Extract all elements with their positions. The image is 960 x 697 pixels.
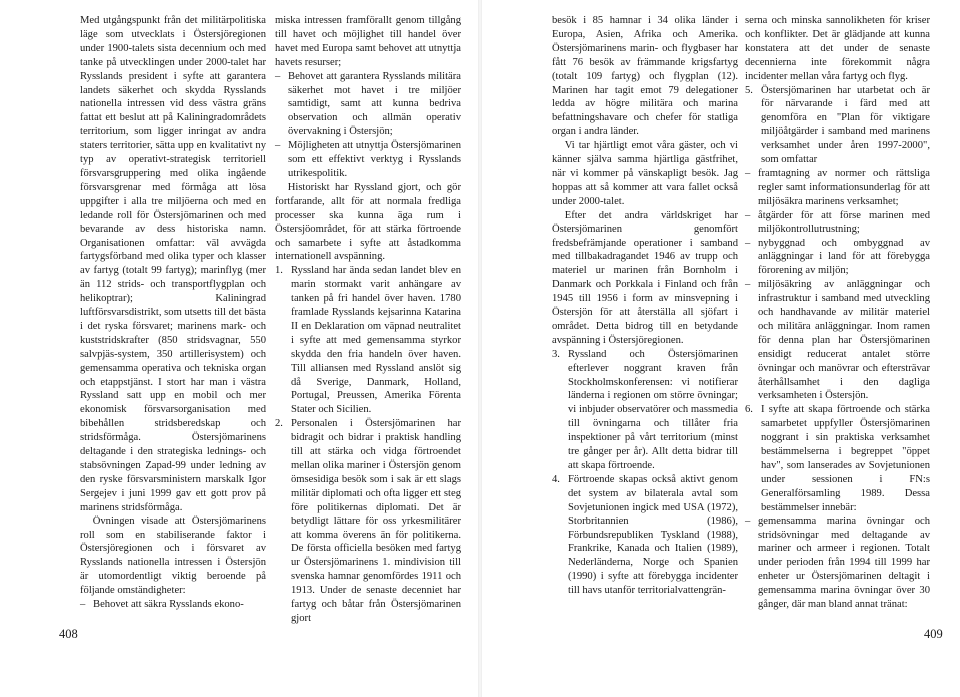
- continuation-paragraph: miska intressen framförallt genom tillgång till havet och möjlighet till handel över havet med Europa samt behovet att utnyttja havets resurser;: [275, 15, 461, 68]
- item-text: Östersjömarinen har utarbetat och är för närvarande i färd med att genomföra en "Plan för viktigare miljöåtgärder i samband med marinens verksamhet under åren 1997-2000", som omfattar: [761, 84, 930, 166]
- right-column-2: [745, 14, 930, 612]
- item-text: Förtroende skapas också aktivt genom det system av bilaterala avtal som Sovjetunionen ingick med USA (1972), Storbritannien (1986), Förbundsrepubliken Tyskland (1988), Frankrike, Kanada och Italien (1989), Nederländerna, Norge och Spanien (1990) i syfte att förebygga incidenter till havs utanför territorialvattengrän-: [568, 473, 738, 597]
- dash-list: [275, 70, 461, 181]
- dash-list: [80, 598, 266, 612]
- page-number: 409: [924, 627, 943, 641]
- dash-item-text: Möjligheten att utnyttja Östersjömarinen som ett effektivt verktyg i Rysslands utrikespolitik.: [288, 140, 461, 179]
- continuation-paragraph: besök i 85 hamnar i 34 olika länder i Europa, Asien, Afrika och Amerika. Östersjömarinens marin- och flygbaser har fått 76 besök av främmande krigsfartyg (totalt 109 fartyg) och flygplan (12). Marinen har tagit emot 79 delegationer ledda av högre militära och marina befattningshavare och chefer för statliga organ i andra länder.: [552, 15, 738, 138]
- numbered-list-item: [745, 403, 930, 514]
- item-number: 3.: [552, 348, 560, 360]
- numbered-list-item: [552, 348, 738, 473]
- body-paragraph: Historiskt har Ryssland gjort, och gör fortfarande, allt för att normala fredliga processer ska kunna äga rum i Östersjöområdet, för att stärka förtroende och samarbete i syfte att åstadkomma internationell avspänning.: [275, 181, 461, 263]
- dash-list-item: [745, 167, 930, 209]
- dash-list: [745, 167, 930, 403]
- item-text: Personalen i Östersjömarinen har bidragit och bidrar i praktisk handling till att stärka och vidga förtroendet mellan olika mariner i Östersjön genom ömsesidiga besök som i sak är ett slags militär diplomati och ofta ligger ett steg före politikernas diplomati. Det är betydligt lättare för oss yrkesmilitärer att komma överens än för politikerna. De första officiella besöken med fartyg ur Östersjömarinens 1. mindivision till svenska hamnar genomfördes 1911 och 1913. Under de senaste decenniet har fartyg och båtar från Östersjömarinen gjort: [291, 418, 461, 624]
- right-column-1: [552, 14, 738, 598]
- dash-list-item: [275, 70, 461, 140]
- dash-list-item: [745, 237, 930, 279]
- dash-marker: –: [80, 599, 86, 611]
- dash-list: [745, 515, 930, 612]
- dash-list-item: [80, 598, 266, 612]
- dash-marker: –: [745, 515, 751, 527]
- numbered-list: [745, 84, 930, 167]
- item-number: 5.: [745, 84, 753, 96]
- numbered-list-item: [745, 84, 930, 167]
- dash-list-item: [275, 139, 461, 181]
- dash-marker: –: [745, 237, 751, 249]
- page-number: 408: [59, 627, 78, 641]
- item-number: 2.: [275, 418, 283, 430]
- dash-marker: –: [745, 209, 751, 221]
- item-number: 6.: [745, 404, 753, 416]
- numbered-list: [745, 403, 930, 514]
- dash-list-item: [745, 515, 930, 612]
- dash-item-text: åtgärder för att förse marinen med miljökontrollutrustning;: [758, 209, 930, 235]
- body-paragraph: Med utgångspunkt från det militärpolitiska läge som utvecklats i Östersjöregionen under 1900-talets sista decennium och med tanke på utvecklingen under 2000-talet har Rysslands president i syfte att garantera landets säkerhet och skydda Rysslands nationella intressen vid dess västra gräns fattat ett beslut att på Kaliningradområdets territorium, som ligger inringat av andra staters territorier, sätta upp en kvalitativt ny typ av operativt-strategisk territoriell försvarsgruppering med olika ingående försvarsgrenar med förmåga att lösa uppgifter i alla tre miljöerna och med en ledande roll för Östersjömarinen och med bevarande av dess historiska namn. Organisationen omfattar: väl avvägda fartygsförband med olika typer och klasser av fartyg (totalt 99 fartyg); marinflyg (mer än 112 strids- och transportflygplan och helikoptrar); Kaliningrad luftförsvarsdistrikt, som utsetts till det bästa i det ryska försvaret; marinens mark- och kuststridskrafter (850 stridsvagnar, 550 salvpjäs-system, 350 artillerisystem) och gemensamma operativa och tekniska organ och etappstjänst. I stort har man i västra Ryssland satt upp en mobil och mer ekonomisk försvarsorganisation med bibehållen stridsberedskap och stridsförmåga. Östersjömarinens deltagande i den strategiska lednings- och stabsövningen Zapad-99 under ledning av den ryske försvarsministern marskalk Igor Sergejev i juni 1999 gav ett gott prov på marinens stridsförmåga.: [80, 15, 266, 513]
- dash-marker: –: [275, 70, 281, 82]
- numbered-list-item: [275, 417, 461, 626]
- body-paragraph: Övningen visade att Östersjömarinens roll som en stabiliserande faktor i Östersjöregionen och i försvaret av Rysslands nationella intressen i Östersjön är utomordentligt viktig beroende på följande omständigheter:: [80, 515, 266, 597]
- dash-item-text: miljösäkring av anläggningar och infrastruktur i samband med utveckling och handhavande av militär materiel och militära anläggningar. Inom ramen för denna plan har Östersjömarinen ensidigt reducerat antalet större övningar och manövrar och eftersträvar återhållsamhet i den dagliga verksamheten i Östersjön.: [758, 279, 930, 402]
- numbered-list-item: [275, 264, 461, 417]
- dash-item-text: framtagning av normer och rättsliga regler samt informationsunderlag för att miljösäkra marinens verksamhet;: [758, 167, 930, 207]
- dash-item-text: Behovet att garantera Rysslands militära säkerhet mot havet i tre miljöer samtidigt, samt att kunna bedriva observation och allmän operativ övervakning i Östersjön;: [288, 70, 461, 138]
- dash-item-text: gemensamma marina övningar och stridsövningar med deltagande av mariner och armeer i regionen. Totalt under perioden från 1994 till 1999 har enheter ur Östersjömarinen deltagit i gemensamma marina övningar över 30 gånger, där man bland annat tränat:: [758, 515, 930, 611]
- item-number: 4.: [552, 473, 560, 485]
- numbered-list: [552, 348, 738, 598]
- dash-item-text: Behovet att säkra Rysslands ekono-: [93, 599, 244, 611]
- numbered-list-item: [552, 473, 738, 598]
- dash-list-item: [745, 209, 930, 237]
- body-paragraph: Vi tar hjärtligt emot våra gäster, och vi känner själva samma hjärtliga gästfrihet, när vi kommer på vänskapligt besök. Jag hoppas att så kommer att vara fallet också under 2000-talet.: [552, 140, 738, 207]
- item-text: I syfte att skapa förtroende och stärka samarbetet uppfyller Östersjömarinen noggrant i sin praktiska verksamhet bestämmelserna i begreppet "öppet hav", som lanserades av Sovjetunionen under sessionen i FN:s Generalförsamling 1989. Dessa bestämmelser innebär:: [761, 404, 930, 513]
- dash-marker: –: [275, 140, 281, 152]
- dash-item-text: nybyggnad och ombyggnad av anläggningar i land för att förebygga förorening av miljön;: [758, 237, 930, 277]
- dash-marker: –: [745, 167, 751, 179]
- dash-list-item: [745, 278, 930, 403]
- item-text: Ryssland och Östersjömarinen efterlever noggrant kraven från Stockholmskonferensen: vi notifierar länderna i regionen om större övningar; vi inbjuder observatörer och massmedia till övningarna och tillåter fria inspektioner på vårt territorium (minst tre gånger per år). Allt detta bidrar till att skapa förtroende.: [568, 348, 738, 471]
- dash-marker: –: [745, 279, 751, 291]
- left-column-2: [275, 14, 461, 626]
- numbered-list: [275, 264, 461, 626]
- continuation-paragraph: serna och minska sannolikheten för kriser och konflikter. Det är glädjande att kunna konstatera att det under de senaste decennierna inte förekommit några incidenter mellan våra fartyg och flyg.: [745, 15, 930, 82]
- item-text: Ryssland har ända sedan landet blev en marin stormakt varit anhängare av tanken på fri handel över haven. 1780 framlade Rysslands kejsarinna Katarina II en Deklaration om väpnad neutralitet i syfte att med gemensamma styrkor skydda den fria handeln över haven. Till alliansen med Ryssland anslöt sig då Sverige, Danmark, Holland, Portugal, Preussen, Amerika Förenta Stater och Sicilien.: [291, 265, 461, 416]
- item-number: 1.: [275, 265, 283, 277]
- body-paragraph: Efter det andra världskriget har Östersjömarinen genomfört fredsbefrämjande operationer i samband med tillbakadragandet 1946 av trupp och materiel ur marinen från Bornholm i Danmark och Porkkala i Finland och från 1945 till 1956 i form av minsvepning i Östersjön för att återställa all sjöfart i området. Detta bidrog till en betydande avspänning i Östersjöregionen.: [552, 209, 738, 346]
- left-column-1: [80, 14, 266, 612]
